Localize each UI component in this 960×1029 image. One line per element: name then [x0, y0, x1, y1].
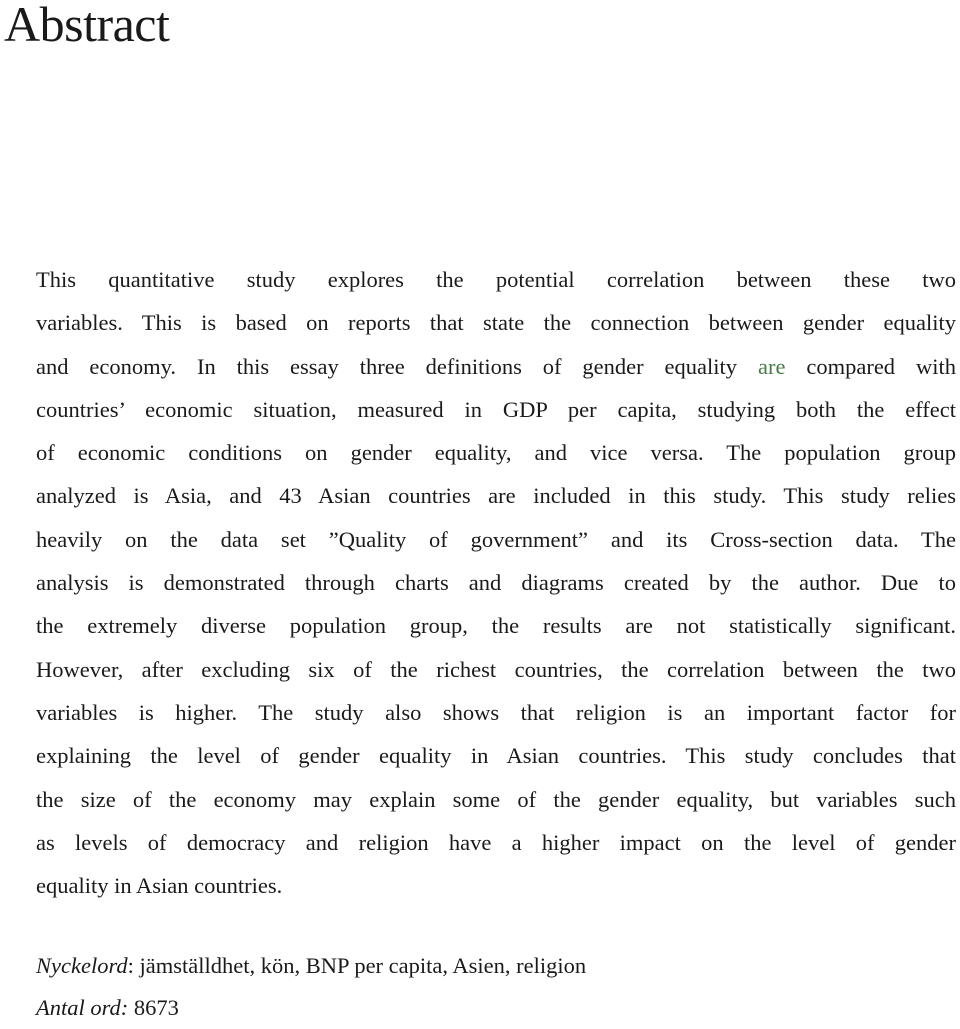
- abstract-line: heavily on the data set ”Quality of government” and its Cross-section data. The: [36, 526, 956, 552]
- keywords-row: [36, 945, 956, 987]
- abstract-line-segment: and economy. In this essay three definitions of gender equality: [36, 353, 758, 379]
- abstract-line: of economic conditions on gender equality, and vice versa. The population group: [36, 440, 956, 466]
- keywords-value: jämställdhet, kön, BNP per capita, Asien, religion: [133, 953, 587, 978]
- abstract-line: the extremely diverse population group, the results are not statistically significant.: [36, 613, 956, 639]
- word-count-row: [36, 987, 956, 1029]
- highlighted-word: are: [757, 353, 786, 379]
- abstract-line: variables is higher. The study also shows that religion is an important factor for: [36, 699, 956, 725]
- abstract-line: explaining the level of gender equality in Asian countries. This study concludes that: [36, 743, 956, 769]
- abstract-line: equality in Asian countries.: [36, 873, 283, 899]
- abstract-line: countries’ economic situation, measured in GDP per capita, studying both the effect: [36, 396, 956, 422]
- word-count-value: 8673: [128, 995, 179, 1020]
- abstract-line: as levels of democracy and religion have a higher impact on the level of gender: [36, 829, 956, 855]
- keywords-label: Nyckelord: [36, 953, 128, 978]
- abstract-line: analysis is demonstrated through charts and diagrams created by the author. Due to: [36, 570, 956, 596]
- abstract-line: analyzed is Asia, and 43 Asian countries are included in this study. This study relies: [36, 483, 956, 509]
- keywords-separator: :: [127, 953, 134, 978]
- abstract-line-segment: compared with: [785, 353, 956, 379]
- abstract-line: [36, 345, 956, 388]
- abstract-line: the size of the economy may explain some of the gender equality, but variables such: [36, 786, 956, 812]
- keywords-block: [36, 945, 956, 1029]
- abstract-line: However, after excluding six of the richest countries, the correlation between the two: [36, 656, 956, 682]
- word-count-label: Antal ord:: [36, 995, 129, 1020]
- page-title: Abstract: [4, 0, 170, 52]
- abstract-text: [36, 258, 956, 907]
- abstract-line: variables. This is based on reports that state the connection between gender equality: [36, 310, 956, 336]
- abstract-line: This quantitative study explores the potential correlation between these two: [36, 267, 956, 292]
